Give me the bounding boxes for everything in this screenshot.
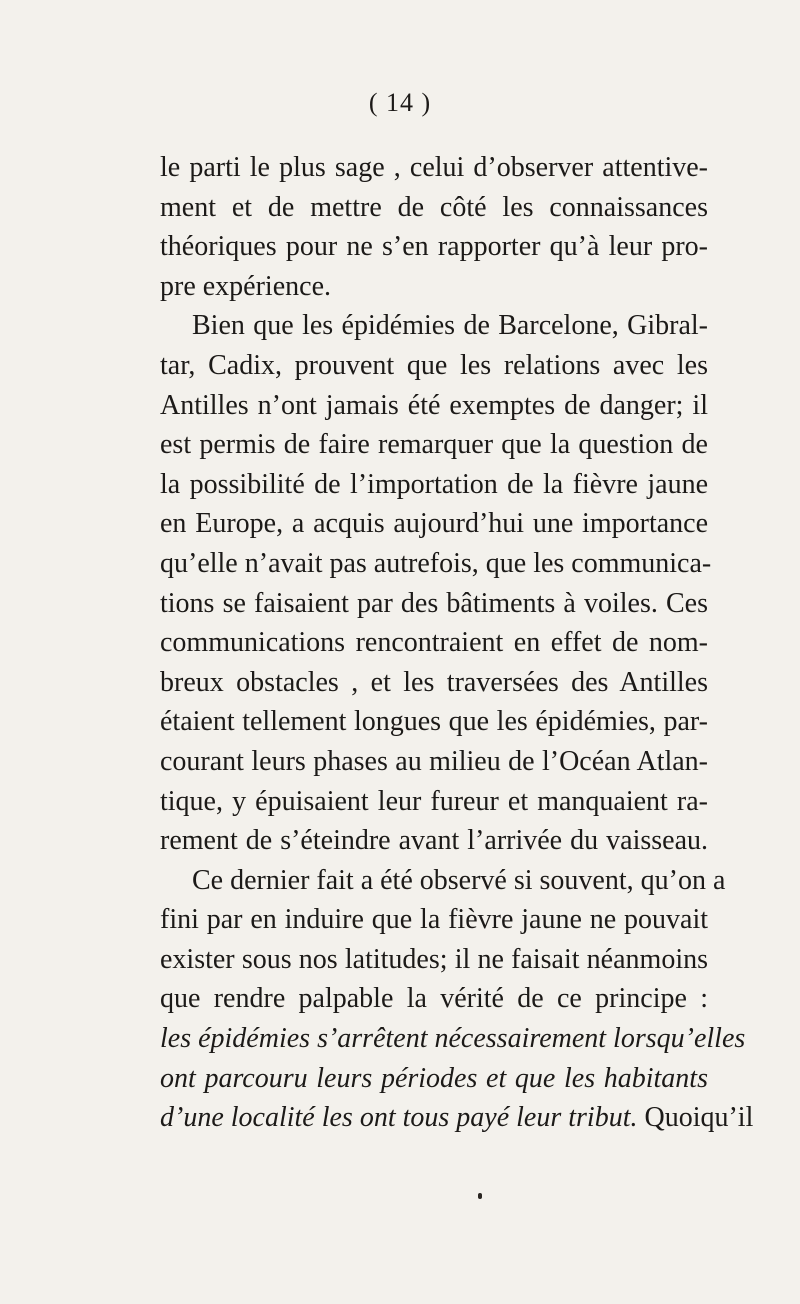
text-line-8: est permis de faire remarquer que la question de	[160, 429, 708, 461]
text-line-25	[160, 1098, 754, 1138]
text-line-20: fini par en induire que la fièvre jaune ne pouvait	[160, 904, 708, 936]
text-line-9: la possibilité de l’importation de la fièvre jaune	[160, 468, 708, 500]
text-line-14: breux obstacles , et les traversées des Antilles	[160, 666, 708, 698]
text-line-25-tail: Quoiqu’il	[644, 1102, 754, 1134]
text-line-12: tions se faisaient par des bâtiments à voiles. Ces	[160, 587, 708, 619]
text-line-7: Antilles n’ont jamais été exemptes de danger; il	[160, 389, 708, 421]
text-line-1: le parti le plus sage , celui d’observer attentive-	[160, 152, 708, 183]
text-line-11: qu’elle n’avait pas autrefois, que les communica-	[160, 547, 712, 579]
text-line-2: ment et de mettre de côté les connaissances	[160, 191, 708, 223]
page-text	[160, 148, 754, 1138]
text-line-10: en Europe, a acquis aujourd’hui une importance	[160, 508, 708, 540]
text-line-6: tar, Cadix, prouvent que les relations avec les	[160, 349, 708, 381]
text-line-22: que rendre palpable la vérité de ce principe :	[160, 983, 708, 1015]
ink-speck	[478, 1193, 482, 1199]
text-line-23: les épidémies s’arrêtent nécessairement lorsqu’elles	[160, 1023, 746, 1055]
text-line-25-italic: d’une localité les ont tous payé leur tribut.	[160, 1102, 638, 1134]
text-line-21: exister sous nos latitudes; il ne faisait néanmoins	[160, 943, 708, 975]
text-line-3: théoriques pour ne s’en rapporter qu’à leur pro-	[160, 231, 708, 263]
page-number: ( 14 )	[368, 88, 432, 117]
text-line-4: pre expérience.	[160, 270, 331, 302]
text-line-13: communications rencontraient en effet de nom-	[160, 627, 708, 659]
text-line-5: Bien que les épidémies de Barcelone, Gibral-	[192, 310, 708, 342]
text-line-16: courant leurs phases au milieu de l’Océan Atlan-	[160, 745, 708, 777]
text-line-17: tique, y épuisaient leur fureur et manquaient ra-	[160, 785, 708, 817]
text-line-15: étaient tellement longues que les épidémies, par-	[160, 706, 708, 738]
text-line-24: ont parcouru leurs périodes et que les habitants	[160, 1062, 708, 1094]
text-line-18: rement de s’éteindre avant l’arrivée du vaisseau.	[160, 825, 708, 857]
text-line-19: Ce dernier fait a été observé si souvent, qu’on a	[192, 864, 726, 896]
